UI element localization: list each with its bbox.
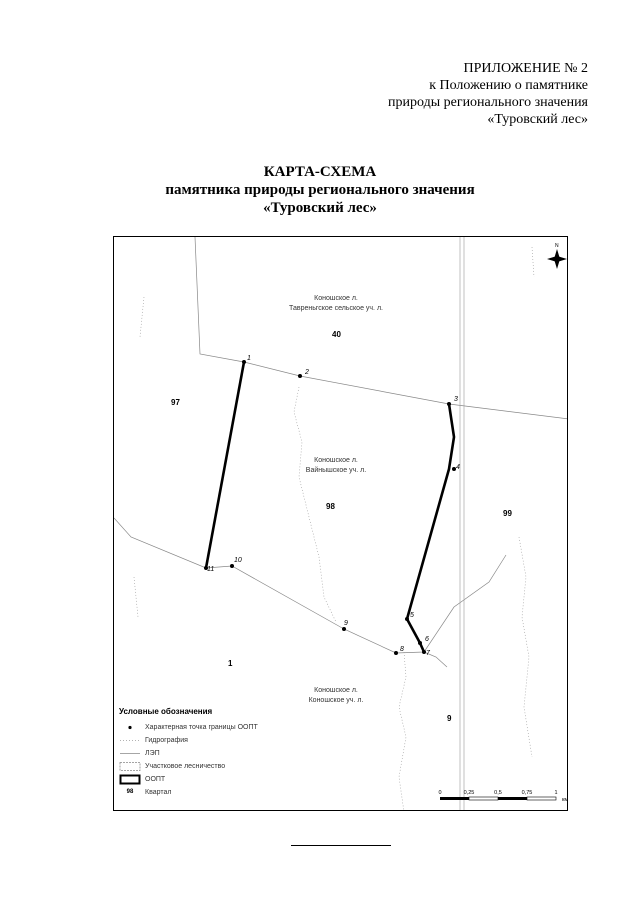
map-legend	[119, 707, 289, 800]
road-line-icon	[119, 748, 141, 759]
point-label-10: 10	[234, 557, 242, 564]
power-line	[460, 237, 464, 811]
area-name-98: Коношское л.	[314, 457, 358, 464]
quarter-number-99: 99	[503, 509, 512, 518]
quarter-number-98: 98	[326, 502, 335, 511]
point-label-3: 3	[454, 396, 458, 403]
scale-tick: 0,75	[521, 790, 533, 796]
dot-icon	[119, 722, 141, 733]
area-name-9: Коношское л.	[314, 687, 358, 694]
north-arrow-icon	[547, 243, 567, 269]
boundary-point	[394, 651, 398, 655]
point-label-6: 6	[425, 636, 429, 643]
appendix-header	[388, 60, 588, 128]
quarter-number-sample: 98	[126, 789, 134, 795]
legend-item	[119, 722, 289, 733]
legend-item	[119, 748, 289, 759]
scale-bar	[438, 788, 568, 808]
legend-label: ЛЭП	[145, 750, 160, 757]
scale-tick: 0	[438, 790, 442, 796]
title-line-1: КАРТА-СХЕМА	[263, 164, 377, 180]
legend-label: Характерная точка границы ООПТ	[145, 724, 258, 731]
area-sub-9: Коношское уч. л.	[308, 697, 364, 704]
point-label-11: 11	[207, 566, 215, 573]
area-name-40: Коношское л.	[314, 295, 358, 302]
boundary-point	[418, 641, 422, 645]
scale-unit: км	[562, 797, 568, 803]
point-label-7: 7	[426, 650, 430, 657]
boundary-point	[298, 374, 302, 378]
area-labels	[289, 295, 383, 704]
point-label-1: 1	[247, 355, 251, 362]
area-sub-98: Вайнышское уч. л.	[305, 467, 367, 474]
footer-rule	[291, 845, 391, 846]
title-line-3: «Туровский лес»	[263, 200, 377, 216]
legend-label: Участковое лесничество	[145, 763, 226, 770]
point-label-9: 9	[344, 620, 348, 627]
boundary-point	[242, 360, 246, 364]
legend-item	[119, 774, 289, 785]
scale-tick: 0,5	[494, 790, 502, 796]
appendix-line-4: «Туровский лес»	[487, 112, 588, 127]
point-label-2: 2	[305, 369, 309, 376]
legend-label: Гидрография	[145, 737, 188, 744]
quarter-number-97: 97	[171, 398, 180, 407]
legend-label: Квартал	[145, 789, 172, 796]
boundary-point	[405, 617, 409, 621]
legend-item	[119, 735, 289, 746]
appendix-line-2: к Положению о памятнике	[429, 78, 588, 93]
appendix-line-3: природы регионального значения	[388, 95, 588, 110]
quarter-number-9: 9	[447, 714, 452, 723]
legend-label: ООПТ	[145, 776, 166, 783]
oopt-box-icon	[119, 774, 141, 785]
scale-tick: 0,25	[463, 790, 475, 796]
legend-item	[119, 761, 289, 772]
scale-segments	[440, 797, 556, 800]
legend-item	[119, 787, 289, 798]
north-label: N	[555, 243, 559, 249]
scale-tick: 1	[554, 790, 558, 796]
point-label-8: 8	[400, 646, 404, 653]
document-title	[0, 163, 640, 217]
legend-title: Условные обозначения	[119, 707, 213, 716]
boundary-point	[342, 627, 346, 631]
area-sub-40: Тавреньгское сельское уч. л.	[289, 305, 383, 312]
point-label-5: 5	[410, 612, 414, 619]
appendix-line-1: ПРИЛОЖЕНИЕ № 2	[463, 61, 588, 76]
quarter-number-1: 1	[228, 659, 233, 668]
quarter-number-40: 40	[332, 330, 341, 339]
quarter-number-icon	[119, 787, 141, 798]
forestry-box-icon	[119, 761, 141, 772]
boundary-point	[230, 564, 234, 568]
scale-labels	[438, 790, 568, 803]
title-line-2: памятника природы регионального значения	[165, 182, 475, 198]
hydro-line-icon	[119, 735, 141, 746]
quarter-numbers	[171, 330, 512, 723]
point-label-4: 4	[456, 464, 460, 471]
boundary-point	[447, 402, 451, 406]
